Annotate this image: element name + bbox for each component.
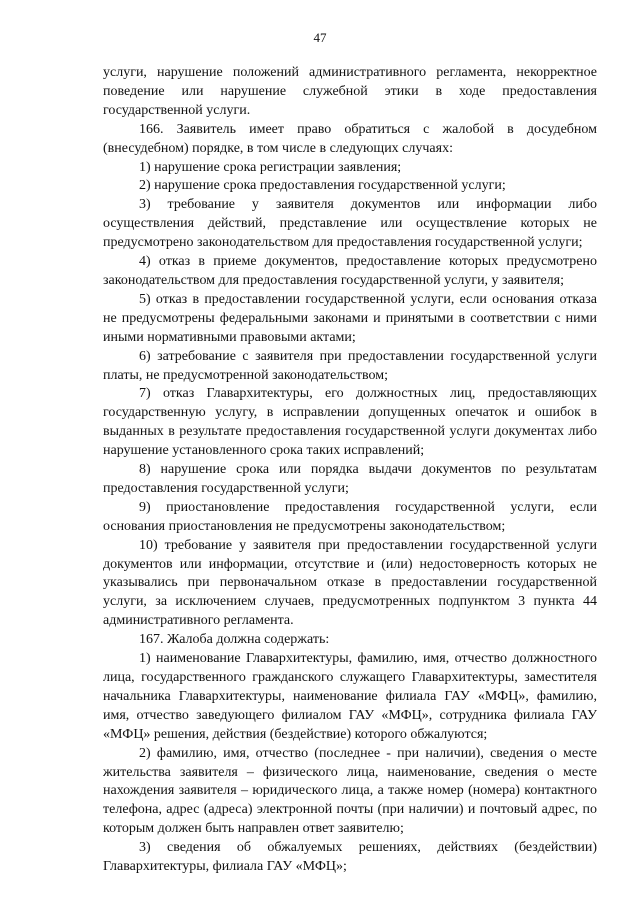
list-item-167-2: 2) фамилию, имя, отчество (последнее - при наличии), сведения о месте жительства заявителя – физического лица, наименование, сведения о месте нахождения заявителя – юридического лица, а также номер (номера) контактного телефона, адрес (адреса) электронной почты (при наличии) и почтовый адрес, по которым должен быть направлен ответ заявителю; [103, 745, 597, 837]
list-item-166-10: 10) требование у заявителя при предоставлении государственной услуги документов или информации, отсутствие и (или) недостоверность которых не указывались при первоначальном отказе в предоставлении государственной услуги, за исключением случаев, предусмотренных подпунктом 3 пункта 44 административного регламента. [103, 537, 597, 629]
list-item-166-4: 4) отказ в приеме документов, предоставление которых предусмотрено законодательством для предоставления государственной услуги, у заявителя; [103, 254, 597, 288]
paragraph-166: 166. Заявитель имеет право обратиться с жалобой в досудебном (внесудебном) порядке, в том числе в следующих случаях: [103, 121, 597, 156]
list-item-166-8: 8) нарушение срока или порядка выдачи документов по результатам предоставления государственной услуги; [103, 462, 597, 496]
paragraph-167: 167. Жалоба должна содержать: [139, 632, 330, 648]
paragraph-continuation: услуги, нарушение положений административного регламента, некорректное поведение или нарушение служебной этики в ходе предоставления государственной услуги. [103, 65, 597, 118]
page-number: 47 [313, 30, 327, 45]
list-item-166-5: 5) отказ в предоставлении государственной услуги, если основания отказа не предусмотрены федеральными законами и принятыми в соответствии с ними иными нормативными правовыми актами; [103, 291, 597, 345]
list-item-166-3: 3) требование у заявителя документов или информации либо осуществления действий, представление или осуществление которых не предусмотрено законодательством для предоставления государственной услуги; [103, 197, 597, 251]
list-item-166-9: 9) приостановление предоставления государственной услуги, если основания приостановления не предусмотрены законодательством; [103, 499, 597, 534]
list-item-166-7: 7) отказ Главархитектуры, его должностных лиц, предоставляющих государственную услугу, в исправлении допущенных опечаток и ошибок в выданных в результате предоставления государственной услуги документах либо нарушение установленного срока таких исправлений; [103, 386, 597, 459]
list-item-166-1: 1) нарушение срока регистрации заявления; [139, 159, 402, 175]
list-item-166-2: 2) нарушение срока предоставления государственной услуги; [139, 178, 506, 194]
list-item-167-3: 3) сведения об обжалуемых решениях, действиях (бездействии) Главархитектуры, филиала ГАУ «МФЦ»; [103, 840, 597, 875]
list-item-166-6: 6) затребование с заявителя при предоставлении государственной услуги платы, не предусмотренной законодательством; [103, 348, 597, 383]
list-item-167-1: 1) наименование Главархитектуры, фамилию, имя, отчество должностного лица, государственного гражданского служащего Главархитектуры, заместителя начальника Главархитектуры, наименование филиала ГАУ «МФЦ», фамилию, имя, отчество заведующего филиалом ГАУ «МФЦ», сотрудника филиала ГАУ «МФЦ» решения, действия (бездействие) которого обжалуются; [103, 651, 597, 742]
document-body [103, 64, 597, 877]
